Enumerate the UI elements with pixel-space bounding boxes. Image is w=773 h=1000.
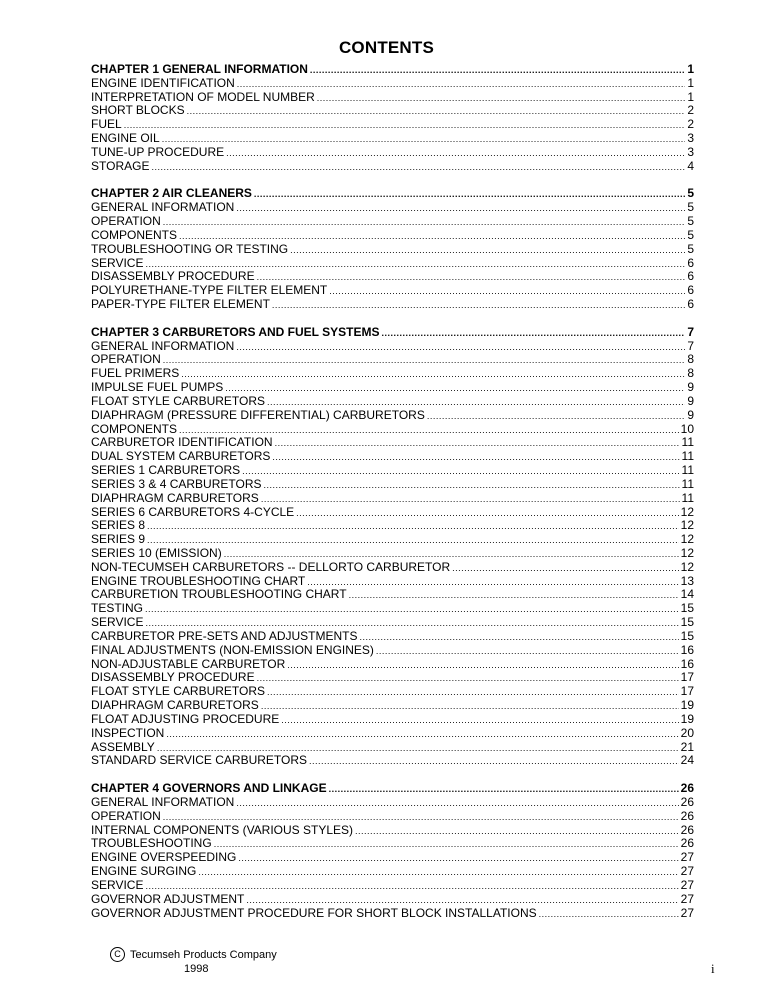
company-name: Tecumseh Products Company bbox=[130, 948, 277, 961]
toc-page-number: 7 bbox=[687, 325, 694, 339]
toc-page-number: 26 bbox=[680, 782, 694, 796]
toc-page-number: 11 bbox=[681, 450, 694, 464]
toc-page-number: 8 bbox=[687, 353, 694, 367]
toc-entry bbox=[91, 395, 694, 409]
toc-entry-title: ASSEMBLY bbox=[91, 740, 155, 754]
toc-entry bbox=[91, 616, 694, 630]
toc-page-number: 16 bbox=[680, 657, 694, 671]
dot-leader bbox=[452, 562, 678, 575]
dot-leader bbox=[124, 119, 686, 132]
toc-page-number: 6 bbox=[687, 256, 694, 270]
dot-leader bbox=[281, 714, 678, 727]
toc-entry-title: DIAPHRAGM (PRESSURE DIFFERENTIAL) CARBURETORS bbox=[91, 408, 425, 422]
toc-entry-title: DIAPHRAGM CARBURETORS bbox=[91, 491, 259, 505]
dot-leader bbox=[236, 202, 685, 215]
toc-entry bbox=[91, 671, 694, 685]
toc-entry bbox=[91, 450, 694, 464]
toc-entry-title: TUNE-UP PROCEDURE bbox=[91, 145, 225, 159]
toc-entry bbox=[91, 340, 694, 354]
dot-leader bbox=[329, 285, 685, 298]
dot-leader bbox=[246, 894, 678, 907]
dot-leader bbox=[181, 368, 685, 381]
toc-entry bbox=[91, 464, 694, 478]
toc-entry bbox=[91, 602, 694, 616]
dot-leader bbox=[275, 437, 680, 450]
toc-entry-title: TROUBLESHOOTING OR TESTING bbox=[91, 242, 289, 256]
toc-page-number: 26 bbox=[680, 823, 694, 837]
toc-entry-title: SERVICE bbox=[91, 256, 144, 270]
toc-entry bbox=[91, 160, 694, 174]
toc-entry bbox=[91, 367, 694, 381]
dot-leader bbox=[254, 188, 685, 201]
toc-page-number: 27 bbox=[680, 851, 694, 865]
dot-leader bbox=[179, 424, 679, 437]
toc-page-number: 15 bbox=[680, 629, 694, 643]
dot-leader bbox=[187, 105, 686, 118]
toc-page-number: 26 bbox=[680, 837, 694, 851]
toc-page-number: 2 bbox=[687, 104, 694, 118]
toc-entry bbox=[91, 754, 694, 768]
dot-leader bbox=[147, 534, 679, 547]
toc-chapter-heading bbox=[91, 782, 694, 796]
toc-entry-title: CARBURETOR IDENTIFICATION bbox=[91, 436, 273, 450]
toc-entry bbox=[91, 561, 694, 575]
toc-entry-title: FLOAT ADJUSTING PROCEDURE bbox=[91, 712, 280, 726]
toc-page-number: 27 bbox=[680, 878, 694, 892]
toc-page-number: 5 bbox=[687, 242, 694, 256]
toc-page-number: 15 bbox=[680, 602, 694, 616]
toc-page-number: 5 bbox=[687, 228, 694, 242]
toc-chapter-heading bbox=[91, 187, 694, 201]
toc-entry-title: SERIES 6 CARBURETORS 4-CYCLE bbox=[91, 505, 295, 519]
toc-page-number: 1 bbox=[687, 90, 694, 104]
toc-entry bbox=[91, 353, 694, 367]
toc-entry bbox=[91, 588, 694, 602]
dot-leader bbox=[145, 880, 678, 893]
toc-page-number: 9 bbox=[687, 408, 694, 422]
toc-entry-title: TROUBLESHOOTING bbox=[91, 837, 212, 851]
toc-entry-title: TESTING bbox=[91, 602, 144, 616]
dot-leader bbox=[145, 617, 678, 630]
dot-leader bbox=[214, 838, 679, 851]
dot-leader bbox=[166, 728, 678, 741]
toc-page-number: 12 bbox=[680, 519, 694, 533]
toc-entry-title: CHAPTER 2 AIR CLEANERS bbox=[91, 187, 252, 201]
toc-page-number: 13 bbox=[680, 574, 694, 588]
toc-entry bbox=[91, 575, 694, 589]
toc-page-number: 6 bbox=[687, 298, 694, 312]
toc-entry bbox=[91, 547, 694, 561]
toc-entry bbox=[91, 644, 694, 658]
dot-leader bbox=[225, 382, 685, 395]
toc-entry bbox=[91, 810, 694, 824]
toc-entry-title: CARBURETION TROUBLESHOOTING CHART bbox=[91, 588, 347, 602]
toc-entry-title: GENERAL INFORMATION bbox=[91, 201, 235, 215]
toc-page-number: 1 bbox=[687, 76, 694, 90]
toc-entry bbox=[91, 506, 694, 520]
toc-page-number: 15 bbox=[680, 616, 694, 630]
toc-entry bbox=[91, 727, 694, 741]
toc-entry-title: ENGINE OVERSPEEDING bbox=[91, 851, 237, 865]
dot-leader bbox=[349, 589, 679, 602]
toc-page-number: 9 bbox=[687, 394, 694, 408]
toc-entry-title: ENGINE SURGING bbox=[91, 865, 197, 879]
toc-entry bbox=[91, 879, 694, 893]
toc-page-number: 2 bbox=[687, 118, 694, 132]
toc-entry-title: OPERATION bbox=[91, 215, 161, 229]
dot-leader bbox=[309, 755, 679, 768]
dot-leader bbox=[257, 271, 686, 284]
toc-page-number: 11 bbox=[681, 491, 694, 505]
toc-page-number: 17 bbox=[680, 685, 694, 699]
dot-leader bbox=[261, 700, 679, 713]
toc-entry-title: FINAL ADJUSTMENTS (NON-EMISSION ENGINES) bbox=[91, 643, 374, 657]
toc-entry-title: GOVERNOR ADJUSTMENT bbox=[91, 892, 245, 906]
dot-leader bbox=[296, 507, 678, 520]
dot-leader bbox=[264, 479, 680, 492]
toc-page-number: 19 bbox=[680, 699, 694, 713]
toc-page-number: 11 bbox=[681, 464, 694, 478]
toc-page-number: 12 bbox=[680, 560, 694, 574]
toc-page-number: 1 bbox=[687, 63, 694, 76]
dot-leader bbox=[179, 230, 685, 243]
toc-entry bbox=[91, 132, 694, 146]
toc-page-number: 21 bbox=[680, 740, 694, 754]
toc-entry bbox=[91, 118, 694, 132]
toc-page-number: 11 bbox=[681, 436, 694, 450]
toc-entry-title: SERIES 1 CARBURETORS bbox=[91, 464, 241, 478]
toc-entry-title: PAPER-TYPE FILTER ELEMENT bbox=[91, 298, 270, 312]
toc-entry bbox=[91, 533, 694, 547]
toc-entry-title: STANDARD SERVICE CARBURETORS bbox=[91, 754, 308, 768]
toc-page-number: 20 bbox=[680, 726, 694, 740]
toc-entry-title: POLYURETHANE-TYPE FILTER ELEMENT bbox=[91, 284, 328, 298]
toc-entry bbox=[91, 381, 694, 395]
footer bbox=[110, 947, 277, 976]
toc-entry-title: SERIES 3 & 4 CARBURETORS bbox=[91, 477, 262, 491]
dot-leader bbox=[359, 631, 678, 644]
dot-leader bbox=[272, 299, 685, 312]
toc-entry-title: DIAPHRAGM CARBURETORS bbox=[91, 699, 259, 713]
toc-entry bbox=[91, 201, 694, 215]
toc-entry-title: CHAPTER 3 CARBURETORS AND FUEL SYSTEMS bbox=[91, 325, 380, 339]
copyright-year: 1998 bbox=[184, 963, 209, 975]
dot-leader bbox=[236, 797, 678, 810]
toc-entry bbox=[91, 409, 694, 423]
dot-leader bbox=[236, 341, 685, 354]
toc-entry-title: STORAGE bbox=[91, 159, 150, 173]
toc-entry-title: SERIES 10 (EMISSION) bbox=[91, 546, 222, 560]
dot-leader bbox=[242, 465, 679, 478]
toc-page-number: 10 bbox=[680, 422, 694, 436]
dot-leader bbox=[261, 493, 680, 506]
toc-chapter-heading bbox=[91, 63, 694, 77]
dot-leader bbox=[224, 548, 679, 561]
toc-entry bbox=[91, 478, 694, 492]
toc-page-number: 11 bbox=[681, 477, 694, 491]
toc-entry-title: CARBURETOR PRE-SETS AND ADJUSTMENTS bbox=[91, 629, 358, 643]
toc-entry bbox=[91, 796, 694, 810]
dot-leader bbox=[329, 783, 679, 796]
toc-entry-title: DUAL SYSTEM CARBURETORS bbox=[91, 450, 271, 464]
toc-entry bbox=[91, 685, 694, 699]
dot-leader bbox=[381, 327, 685, 340]
toc-entry bbox=[91, 630, 694, 644]
toc-entry bbox=[91, 91, 694, 105]
dot-leader bbox=[287, 659, 678, 672]
dot-leader bbox=[163, 216, 686, 229]
dot-leader bbox=[145, 258, 685, 271]
toc-entry bbox=[91, 865, 694, 879]
toc-entry-title: DISASSEMBLY PROCEDURE bbox=[91, 671, 255, 685]
toc-page-number: 6 bbox=[687, 270, 694, 284]
toc-page-number: 5 bbox=[687, 215, 694, 229]
toc-entry-title: GENERAL INFORMATION bbox=[91, 339, 235, 353]
toc-page-number: 27 bbox=[680, 906, 694, 920]
toc-page-number: 19 bbox=[680, 712, 694, 726]
toc-entry bbox=[91, 298, 694, 312]
toc-entry bbox=[91, 824, 694, 838]
toc-entry-title: COMPONENTS bbox=[91, 422, 178, 436]
toc-entry bbox=[91, 851, 694, 865]
toc-entry-title: DISASSEMBLY PROCEDURE bbox=[91, 270, 255, 284]
toc-page-number: 26 bbox=[680, 809, 694, 823]
toc-entry-title: COMPONENTS bbox=[91, 228, 178, 242]
toc-entry-title: INTERNAL COMPONENTS (VARIOUS STYLES) bbox=[91, 823, 354, 837]
toc-entry bbox=[91, 436, 694, 450]
toc-entry bbox=[91, 492, 694, 506]
toc-entry-title: GENERAL INFORMATION bbox=[91, 795, 235, 809]
toc-entry-title: SERIES 8 bbox=[91, 519, 146, 533]
dot-leader bbox=[355, 825, 679, 838]
toc-entry-title: FLOAT STYLE CARBURETORS bbox=[91, 685, 266, 699]
toc-entry-title: CHAPTER 4 GOVERNORS AND LINKAGE bbox=[91, 782, 327, 796]
dot-leader bbox=[237, 78, 686, 91]
toc-entry bbox=[91, 423, 694, 437]
toc-page-number: 3 bbox=[687, 132, 694, 146]
toc-page-number: 26 bbox=[680, 795, 694, 809]
toc-entry-title: NON-TECUMSEH CARBURETORS -- DELLORTO CARBURETOR bbox=[91, 560, 451, 574]
toc-entry-title: OPERATION bbox=[91, 353, 161, 367]
toc-entry bbox=[91, 77, 694, 91]
dot-leader bbox=[539, 908, 679, 921]
toc-chapter-heading bbox=[91, 326, 694, 340]
toc-entry bbox=[91, 713, 694, 727]
toc-page-number: 24 bbox=[680, 754, 694, 768]
toc-page-number: 4 bbox=[687, 159, 694, 173]
toc-entry bbox=[91, 243, 694, 257]
dot-leader bbox=[267, 396, 685, 409]
toc-page-number: 5 bbox=[687, 187, 694, 201]
dot-leader bbox=[163, 354, 686, 367]
toc-page-number: 16 bbox=[680, 643, 694, 657]
toc-page-number: 12 bbox=[680, 505, 694, 519]
dot-leader bbox=[238, 852, 678, 865]
dot-leader bbox=[307, 576, 678, 589]
dot-leader bbox=[257, 672, 679, 685]
dot-leader bbox=[145, 603, 679, 616]
toc-entry-title: IMPULSE FUEL PUMPS bbox=[91, 381, 224, 395]
dot-leader bbox=[267, 686, 679, 699]
toc-entry bbox=[91, 519, 694, 533]
toc-page-number: 7 bbox=[687, 339, 694, 353]
toc-entry-title: ENGINE OIL bbox=[91, 132, 160, 146]
dot-leader bbox=[376, 645, 679, 658]
table-of-contents bbox=[91, 63, 694, 920]
toc-entry bbox=[91, 215, 694, 229]
toc-entry bbox=[91, 284, 694, 298]
toc-page-number: 12 bbox=[680, 533, 694, 547]
toc-entry bbox=[91, 699, 694, 713]
toc-entry-title: FLOAT STYLE CARBURETORS bbox=[91, 394, 266, 408]
toc-entry bbox=[91, 257, 694, 271]
dot-leader bbox=[163, 811, 679, 824]
toc-entry-title: SERIES 9 bbox=[91, 533, 146, 547]
toc-entry-title: SERVICE bbox=[91, 616, 144, 630]
toc-page-number: 14 bbox=[680, 588, 694, 602]
toc-entry bbox=[91, 104, 694, 118]
toc-page-number: 6 bbox=[687, 284, 694, 298]
page-number: i bbox=[711, 961, 715, 976]
toc-entry bbox=[91, 907, 694, 921]
toc-entry-title: ENGINE IDENTIFICATION bbox=[91, 76, 235, 90]
toc-entry bbox=[91, 658, 694, 672]
dot-leader bbox=[198, 866, 678, 879]
toc-page-number: 17 bbox=[680, 671, 694, 685]
toc-entry-title: INTERPRETATION OF MODEL NUMBER bbox=[91, 90, 315, 104]
toc-entry-title: CHAPTER 1 GENERAL INFORMATION bbox=[91, 63, 308, 76]
dot-leader bbox=[151, 161, 685, 174]
toc-entry bbox=[91, 146, 694, 160]
toc-page-number: 8 bbox=[687, 367, 694, 381]
toc-entry-title: FUEL PRIMERS bbox=[91, 367, 180, 381]
toc-entry bbox=[91, 741, 694, 755]
toc-entry bbox=[91, 893, 694, 907]
toc-page-number: 27 bbox=[680, 892, 694, 906]
toc-page-number: 27 bbox=[680, 865, 694, 879]
toc-entry-title: INSPECTION bbox=[91, 726, 165, 740]
dot-leader bbox=[272, 451, 679, 464]
toc-entry bbox=[91, 270, 694, 284]
dot-leader bbox=[310, 64, 685, 77]
toc-entry-title: NON-ADJUSTABLE CARBURETOR bbox=[91, 657, 286, 671]
toc-page-number: 12 bbox=[680, 546, 694, 560]
dot-leader bbox=[317, 92, 686, 105]
toc-entry bbox=[91, 837, 694, 851]
toc-entry-title: SERVICE bbox=[91, 878, 144, 892]
toc-entry-title: SHORT BLOCKS bbox=[91, 104, 185, 118]
toc-entry-title: FUEL bbox=[91, 118, 122, 132]
dot-leader bbox=[290, 244, 685, 257]
toc-page-number: 9 bbox=[687, 381, 694, 395]
toc-page-number: 5 bbox=[687, 201, 694, 215]
toc-entry-title: OPERATION bbox=[91, 809, 161, 823]
dot-leader bbox=[226, 147, 685, 160]
dot-leader bbox=[157, 742, 679, 755]
dot-leader bbox=[427, 410, 685, 423]
copyright-icon: C bbox=[110, 947, 125, 962]
toc-entry-title: ENGINE TROUBLESHOOTING CHART bbox=[91, 574, 306, 588]
toc-entry-title: GOVERNOR ADJUSTMENT PROCEDURE FOR SHORT BLOCK INSTALLATIONS bbox=[91, 906, 537, 920]
toc-entry bbox=[91, 229, 694, 243]
page-title: CONTENTS bbox=[338, 38, 435, 57]
toc-page-number: 3 bbox=[687, 145, 694, 159]
dot-leader bbox=[147, 520, 679, 533]
dot-leader bbox=[162, 133, 686, 146]
